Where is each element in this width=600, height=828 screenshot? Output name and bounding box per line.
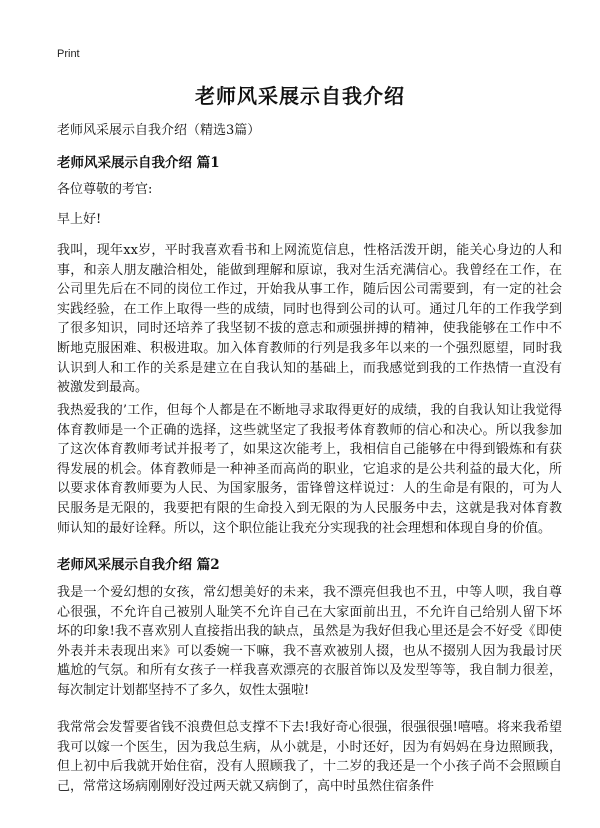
paragraph-1-2: 我热爱我的’工作，但每个人都是在不断地寻求取得更好的成绩，我的自我认知让我觉得体育教师是一个正确的选择，这些就坚定了我报考体育教师的信心和决心。所以我参加了这次体育教师考试并报考了，如果这次能考上，我相信自己能够在中得到锻炼和有获得发展的机会。体育教师是一种神圣而高尚的职业，它追求的是公共利益的最大化，所以要求体育教师要为人民、为国家服务，雷锋曾这样说过：人的生命是有限的，可为人民服务是无限的，我要把有限的生命投入到无限的为人民服务中去，这就是我对体育教师认知的最好诠释。所以，这个职位能让我充分实现我的社会理想和体现自身的价值。 [57,403,562,536]
greeting: 早上好! [57,212,102,227]
print-link[interactable]: Print [57,48,80,60]
paragraph-2-2: 我常常会发誓要省钱不浪费但总支撑不下去!我好奇心很强，很强很强!嘻嘻。将来我希望我可以嫁一个医生，因为我总生病，从小就是，小时还好，因为有妈妈在身边照顾我，但上初中后我就开始住宿，没有人照顾我了，十二岁的我还是一个小孩子尚不会照顾自己，常常这场病刚刚好没过两天就又病倒了，高中时虽然住宿条件 [57,720,562,794]
section-heading-1: 老师风采展示自我介绍 篇1 [57,155,220,171]
document-subtitle: 老师风采展示自我介绍（精选3篇） [57,123,261,138]
paragraph-2-1: 我是一个爱幻想的女孩，常幻想美好的未来，我不漂亮但我也不丑，中等人呗，我自尊心很强，不允许自己被别人耻笑不允许自己在大家面前出丑，不允许自己给别人留下坏坏的印象!我不喜欢别人直接指出我的缺点，虽然是为我好但我心里还是会不好受《即使外表并未表现出来》可以委婉一下嘛，我不喜欢被别人掇，也从不掇别人因为我最讨厌尴尬的气氛。和所有女孩子一样我喜欢漂亮的衣服首饰以及发型等等，我自制力很差，每次制定计划都坚持不了多久，奴性太强啦! [57,585,562,698]
document-title: 老师风采展示自我介绍 [195,84,405,108]
section-heading-2: 老师风采展示自我介绍 篇2 [57,557,220,573]
paragraph-1-1: 我叫，现年xx岁，平时我喜欢看书和上网流览信息，性格活泼开朗，能关心身边的人和事，和亲人朋友融洽相处，能做到理解和原谅，我对生活充满信心。我曾经在工作，在公司里先后在不同的岗位工作过，开始我从事工作，随后因公司需要到，有一定的社会实践经验，在工作上取得一些的成绩，同时也得到公司的认可。通过几年的工作我学到了很多知识，同时还培养了我坚韧不拔的意志和顽强拼搏的精神，使我能够在工作中不断地克服困难、积极进取。加入体育教师的行列是我多年以来的一个强烈愿望，同时我认识到人和工作的关系是建立在自我认知的基础上，而我感觉到我的工作热情一直没有被激发到最高。 [57,243,562,396]
salutation: 各位尊敬的考官: [57,182,153,197]
